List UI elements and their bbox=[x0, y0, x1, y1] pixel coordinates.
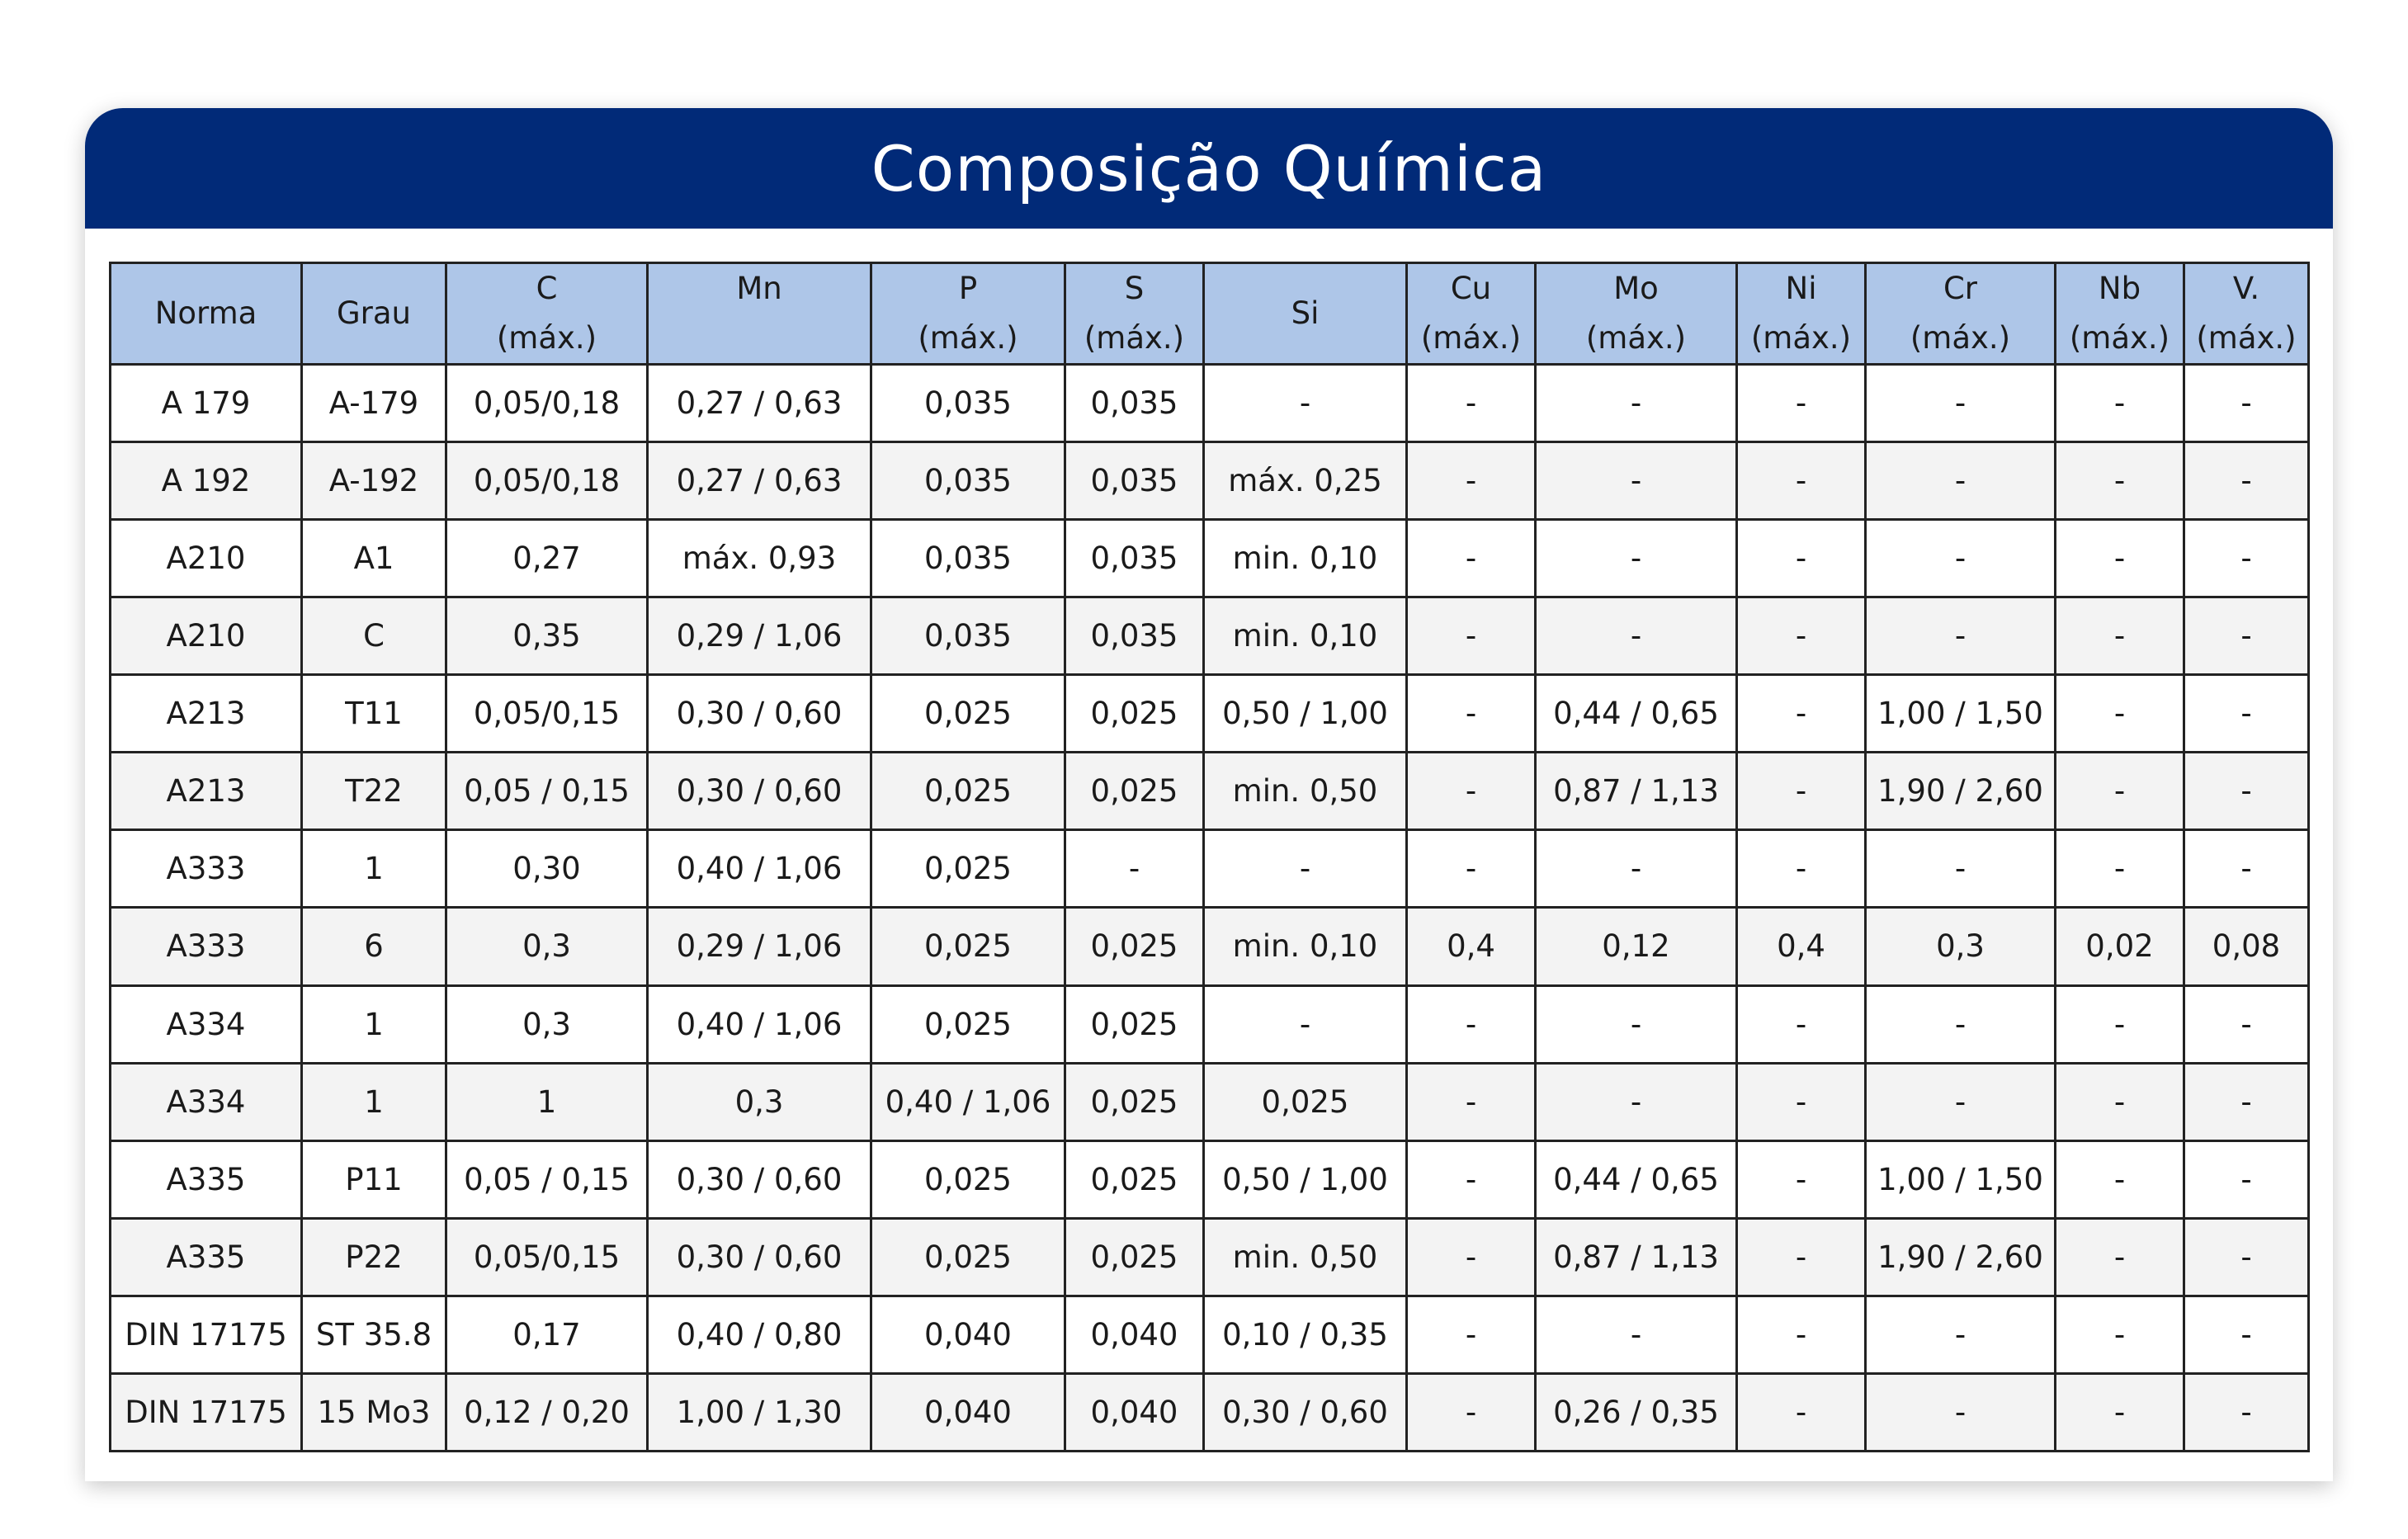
table-cell: - bbox=[1536, 830, 1737, 908]
table-cell: T22 bbox=[302, 753, 446, 830]
table-row bbox=[111, 520, 2309, 597]
table-cell: - bbox=[2184, 1373, 2309, 1451]
table-cell: 0,40 / 1,06 bbox=[871, 1063, 1065, 1140]
table-cell: - bbox=[1737, 520, 1866, 597]
table-cell: 0,035 bbox=[871, 597, 1065, 675]
table-cell: 0,40 / 0,80 bbox=[648, 1296, 871, 1373]
table-cell: 1,90 / 2,60 bbox=[1866, 1218, 2056, 1296]
table-cell: - bbox=[1866, 597, 2056, 675]
table-cell: 6 bbox=[302, 908, 446, 985]
table-cell: máx. 0,93 bbox=[648, 520, 871, 597]
table-cell: 0,44 / 0,65 bbox=[1536, 675, 1737, 753]
table-cell: min. 0,50 bbox=[1204, 1218, 1407, 1296]
table-cell: - bbox=[1407, 1373, 1536, 1451]
header-c: C (máx.) bbox=[446, 263, 648, 365]
table-cell: 0,26 / 0,35 bbox=[1536, 1373, 1737, 1451]
table-cell: - bbox=[2056, 830, 2184, 908]
table-cell: 0,29 / 1,06 bbox=[648, 597, 871, 675]
table-cell: - bbox=[1407, 365, 1536, 442]
table-row bbox=[111, 442, 2309, 520]
table-cell: 0,05/0,18 bbox=[446, 442, 648, 520]
table-row bbox=[111, 1218, 2309, 1296]
table-cell: 0,12 / 0,20 bbox=[446, 1373, 648, 1451]
table-cell: A213 bbox=[111, 675, 302, 753]
table-cell: - bbox=[1737, 1140, 1866, 1218]
header-mo: Mo (máx.) bbox=[1536, 263, 1737, 365]
table-cell: - bbox=[2056, 1140, 2184, 1218]
table-cell: 0,040 bbox=[871, 1373, 1065, 1451]
table-cell: 0,30 / 0,60 bbox=[648, 1140, 871, 1218]
table-cell: 0,30 / 0,60 bbox=[648, 1218, 871, 1296]
table-row bbox=[111, 1063, 2309, 1140]
header-p: P (máx.) bbox=[871, 263, 1065, 365]
table-cell: - bbox=[1204, 985, 1407, 1063]
table-cell: A335 bbox=[111, 1218, 302, 1296]
table-cell: - bbox=[2056, 1373, 2184, 1451]
table-cell: 0,05/0,18 bbox=[446, 365, 648, 442]
table-cell: 0,05 / 0,15 bbox=[446, 1140, 648, 1218]
table-cell: - bbox=[1737, 597, 1866, 675]
table-cell: - bbox=[2184, 365, 2309, 442]
table-cell: - bbox=[2184, 1140, 2309, 1218]
table-cell: 0,40 / 1,06 bbox=[648, 830, 871, 908]
table-cell: - bbox=[1407, 753, 1536, 830]
table-cell: A334 bbox=[111, 1063, 302, 1140]
table-cell: A333 bbox=[111, 908, 302, 985]
table-cell: - bbox=[1407, 1296, 1536, 1373]
table-cell: 0,30 bbox=[446, 830, 648, 908]
table-cell: 1 bbox=[446, 1063, 648, 1140]
table-cell: - bbox=[1407, 985, 1536, 1063]
header-v: V. (máx.) bbox=[2184, 263, 2309, 365]
table-cell: 0,08 bbox=[2184, 908, 2309, 985]
table-cell: - bbox=[2056, 985, 2184, 1063]
table-cell: - bbox=[2184, 520, 2309, 597]
table-cell: máx. 0,25 bbox=[1204, 442, 1407, 520]
table-cell: - bbox=[2184, 753, 2309, 830]
table-cell: DIN 17175 bbox=[111, 1296, 302, 1373]
table-cell: 0,02 bbox=[2056, 908, 2184, 985]
composition-card bbox=[85, 108, 2333, 1481]
header-norma: Norma bbox=[111, 263, 302, 365]
table-cell: - bbox=[1536, 1296, 1737, 1373]
table-cell: - bbox=[1407, 1140, 1536, 1218]
table-cell: A213 bbox=[111, 753, 302, 830]
table-cell: A335 bbox=[111, 1140, 302, 1218]
table-cell: P22 bbox=[302, 1218, 446, 1296]
header-cr: Cr (máx.) bbox=[1866, 263, 2056, 365]
table-cell: - bbox=[2056, 520, 2184, 597]
table-cell: 0,025 bbox=[871, 1218, 1065, 1296]
table-cell: 0,30 / 0,60 bbox=[648, 675, 871, 753]
table-row bbox=[111, 597, 2309, 675]
table-cell: - bbox=[2056, 365, 2184, 442]
table-cell: 1,00 / 1,50 bbox=[1866, 675, 2056, 753]
header-si: Si bbox=[1204, 263, 1407, 365]
table-cell: min. 0,10 bbox=[1204, 520, 1407, 597]
table-cell: 0,3 bbox=[446, 985, 648, 1063]
table-cell: C bbox=[302, 597, 446, 675]
header-nb: Nb (máx.) bbox=[2056, 263, 2184, 365]
table-cell: 0,17 bbox=[446, 1296, 648, 1373]
table-cell: A-179 bbox=[302, 365, 446, 442]
table-cell: - bbox=[2184, 985, 2309, 1063]
table-cell: 0,025 bbox=[871, 908, 1065, 985]
table-cell: - bbox=[1737, 1296, 1866, 1373]
table-cell: 0,30 / 0,60 bbox=[1204, 1373, 1407, 1451]
table-cell: - bbox=[1407, 520, 1536, 597]
table-cell: - bbox=[1737, 675, 1866, 753]
table-cell: - bbox=[1866, 985, 2056, 1063]
table-row bbox=[111, 1140, 2309, 1218]
table-cell: 0,025 bbox=[871, 753, 1065, 830]
table-cell: - bbox=[1866, 442, 2056, 520]
table-cell: - bbox=[1737, 753, 1866, 830]
table-cell: 0,29 / 1,06 bbox=[648, 908, 871, 985]
table-cell: 0,40 / 1,06 bbox=[648, 985, 871, 1063]
table-row bbox=[111, 908, 2309, 985]
table-cell: - bbox=[1407, 442, 1536, 520]
table-cell: 0,025 bbox=[1065, 1140, 1204, 1218]
table-cell: - bbox=[1536, 365, 1737, 442]
table-cell: 0,05 / 0,15 bbox=[446, 753, 648, 830]
table-cell: - bbox=[1536, 442, 1737, 520]
table-cell: - bbox=[1866, 1296, 2056, 1373]
table-cell: 0,10 / 0,35 bbox=[1204, 1296, 1407, 1373]
table-cell: P11 bbox=[302, 1140, 446, 1218]
table-cell: 0,025 bbox=[871, 985, 1065, 1063]
table-cell: 0,035 bbox=[1065, 365, 1204, 442]
table-cell: - bbox=[1407, 675, 1536, 753]
table-cell: ST 35.8 bbox=[302, 1296, 446, 1373]
table-cell: - bbox=[2184, 675, 2309, 753]
table-cell: 0,4 bbox=[1407, 908, 1536, 985]
composition-table bbox=[109, 262, 2310, 1452]
table-cell: 0,30 / 0,60 bbox=[648, 753, 871, 830]
table-cell: - bbox=[1204, 830, 1407, 908]
table-cell: 1,00 / 1,30 bbox=[648, 1373, 871, 1451]
table-cell: - bbox=[1737, 442, 1866, 520]
table-cell: min. 0,10 bbox=[1204, 597, 1407, 675]
table-cell: A210 bbox=[111, 520, 302, 597]
table-cell: 0,4 bbox=[1737, 908, 1866, 985]
table-cell: 0,05/0,15 bbox=[446, 1218, 648, 1296]
header-grau: Grau bbox=[302, 263, 446, 365]
table-cell: - bbox=[2056, 1296, 2184, 1373]
table-cell: T11 bbox=[302, 675, 446, 753]
table-cell: 0,44 / 0,65 bbox=[1536, 1140, 1737, 1218]
table-cell: - bbox=[1536, 520, 1737, 597]
table-cell: DIN 17175 bbox=[111, 1373, 302, 1451]
table-cell: 0,3 bbox=[1866, 908, 2056, 985]
table-cell: 0,87 / 1,13 bbox=[1536, 753, 1737, 830]
table-cell: - bbox=[2056, 597, 2184, 675]
table-cell: - bbox=[1737, 1373, 1866, 1451]
table-cell: 0,025 bbox=[871, 675, 1065, 753]
table-cell: 0,035 bbox=[1065, 442, 1204, 520]
table-row bbox=[111, 675, 2309, 753]
table-cell: 0,50 / 1,00 bbox=[1204, 1140, 1407, 1218]
table-row bbox=[111, 1373, 2309, 1451]
table-cell: 0,035 bbox=[871, 442, 1065, 520]
table-cell: - bbox=[1737, 1063, 1866, 1140]
table-cell: - bbox=[1737, 830, 1866, 908]
table-cell: - bbox=[2184, 1296, 2309, 1373]
table-cell: - bbox=[1536, 1063, 1737, 1140]
table-row bbox=[111, 365, 2309, 442]
table-cell: 0,025 bbox=[871, 830, 1065, 908]
table-cell: - bbox=[2056, 753, 2184, 830]
table-cell: 0,040 bbox=[1065, 1373, 1204, 1451]
table-cell: 0,12 bbox=[1536, 908, 1737, 985]
table-cell: A-192 bbox=[302, 442, 446, 520]
table-cell: min. 0,50 bbox=[1204, 753, 1407, 830]
table-cell: - bbox=[1866, 365, 2056, 442]
table-cell: 0,3 bbox=[446, 908, 648, 985]
header-s: S (máx.) bbox=[1065, 263, 1204, 365]
table-header-row bbox=[111, 263, 2309, 365]
table-cell: A 179 bbox=[111, 365, 302, 442]
table-cell: - bbox=[1065, 830, 1204, 908]
table-cell: - bbox=[1407, 1063, 1536, 1140]
table-cell: 0,87 / 1,13 bbox=[1536, 1218, 1737, 1296]
table-cell: 0,35 bbox=[446, 597, 648, 675]
table-cell: A210 bbox=[111, 597, 302, 675]
title-banner bbox=[85, 108, 2333, 229]
table-cell: 0,27 bbox=[446, 520, 648, 597]
header-cu: Cu (máx.) bbox=[1407, 263, 1536, 365]
table-cell: - bbox=[1536, 597, 1737, 675]
table-cell: - bbox=[1407, 597, 1536, 675]
table-cell: 1 bbox=[302, 1063, 446, 1140]
table-cell: 0,040 bbox=[1065, 1296, 1204, 1373]
table-cell: A 192 bbox=[111, 442, 302, 520]
header-mn: Mn bbox=[648, 263, 871, 365]
table-cell: - bbox=[1737, 985, 1866, 1063]
table-cell: 0,035 bbox=[871, 520, 1065, 597]
table-row bbox=[111, 830, 2309, 908]
table-cell: - bbox=[2184, 1063, 2309, 1140]
table-cell: - bbox=[2056, 1063, 2184, 1140]
table-cell: 0,50 / 1,00 bbox=[1204, 675, 1407, 753]
table-cell: - bbox=[2056, 442, 2184, 520]
table-cell: - bbox=[1737, 365, 1866, 442]
table-cell: - bbox=[2056, 1218, 2184, 1296]
table-cell: - bbox=[1866, 830, 2056, 908]
table-cell: A1 bbox=[302, 520, 446, 597]
table-cell: 0,040 bbox=[871, 1296, 1065, 1373]
table-cell: 0,025 bbox=[1065, 675, 1204, 753]
table-cell: - bbox=[1866, 1373, 2056, 1451]
table-row bbox=[111, 1296, 2309, 1373]
table-row bbox=[111, 985, 2309, 1063]
table-cell: 1 bbox=[302, 830, 446, 908]
header-ni: Ni (máx.) bbox=[1737, 263, 1866, 365]
table-row bbox=[111, 753, 2309, 830]
table-cell: - bbox=[1407, 830, 1536, 908]
table-cell: 0,025 bbox=[871, 1140, 1065, 1218]
table-cell: 0,27 / 0,63 bbox=[648, 442, 871, 520]
page-title: Composição Química bbox=[871, 131, 1547, 205]
table-cell: A333 bbox=[111, 830, 302, 908]
table-cell: 0,035 bbox=[871, 365, 1065, 442]
table-cell: 0,3 bbox=[648, 1063, 871, 1140]
table-cell: 0,025 bbox=[1065, 985, 1204, 1063]
table-cell: 15 Mo3 bbox=[302, 1373, 446, 1451]
table-cell: 0,035 bbox=[1065, 520, 1204, 597]
table-body bbox=[111, 365, 2309, 1452]
table-cell: 0,025 bbox=[1065, 1218, 1204, 1296]
table-cell: - bbox=[1866, 1063, 2056, 1140]
table-cell: - bbox=[2184, 597, 2309, 675]
table-cell: - bbox=[2184, 830, 2309, 908]
table-cell: - bbox=[1204, 365, 1407, 442]
table-cell: 1,90 / 2,60 bbox=[1866, 753, 2056, 830]
table-cell: 0,035 bbox=[1065, 597, 1204, 675]
table-cell: 0,025 bbox=[1204, 1063, 1407, 1140]
table-cell: 0,025 bbox=[1065, 1063, 1204, 1140]
table-cell: 0,27 / 0,63 bbox=[648, 365, 871, 442]
table-cell: 0,025 bbox=[1065, 753, 1204, 830]
table-cell: 1 bbox=[302, 985, 446, 1063]
table-cell: 1,00 / 1,50 bbox=[1866, 1140, 2056, 1218]
table-cell: - bbox=[1866, 520, 2056, 597]
table-cell: min. 0,10 bbox=[1204, 908, 1407, 985]
table-cell: - bbox=[2184, 442, 2309, 520]
table-cell: - bbox=[1407, 1218, 1536, 1296]
table-cell: - bbox=[1737, 1218, 1866, 1296]
table-cell: - bbox=[2056, 675, 2184, 753]
table-cell: A334 bbox=[111, 985, 302, 1063]
table-cell: 0,05/0,15 bbox=[446, 675, 648, 753]
table-cell: - bbox=[2184, 1218, 2309, 1296]
table-cell: - bbox=[1536, 985, 1737, 1063]
table-cell: 0,025 bbox=[1065, 908, 1204, 985]
